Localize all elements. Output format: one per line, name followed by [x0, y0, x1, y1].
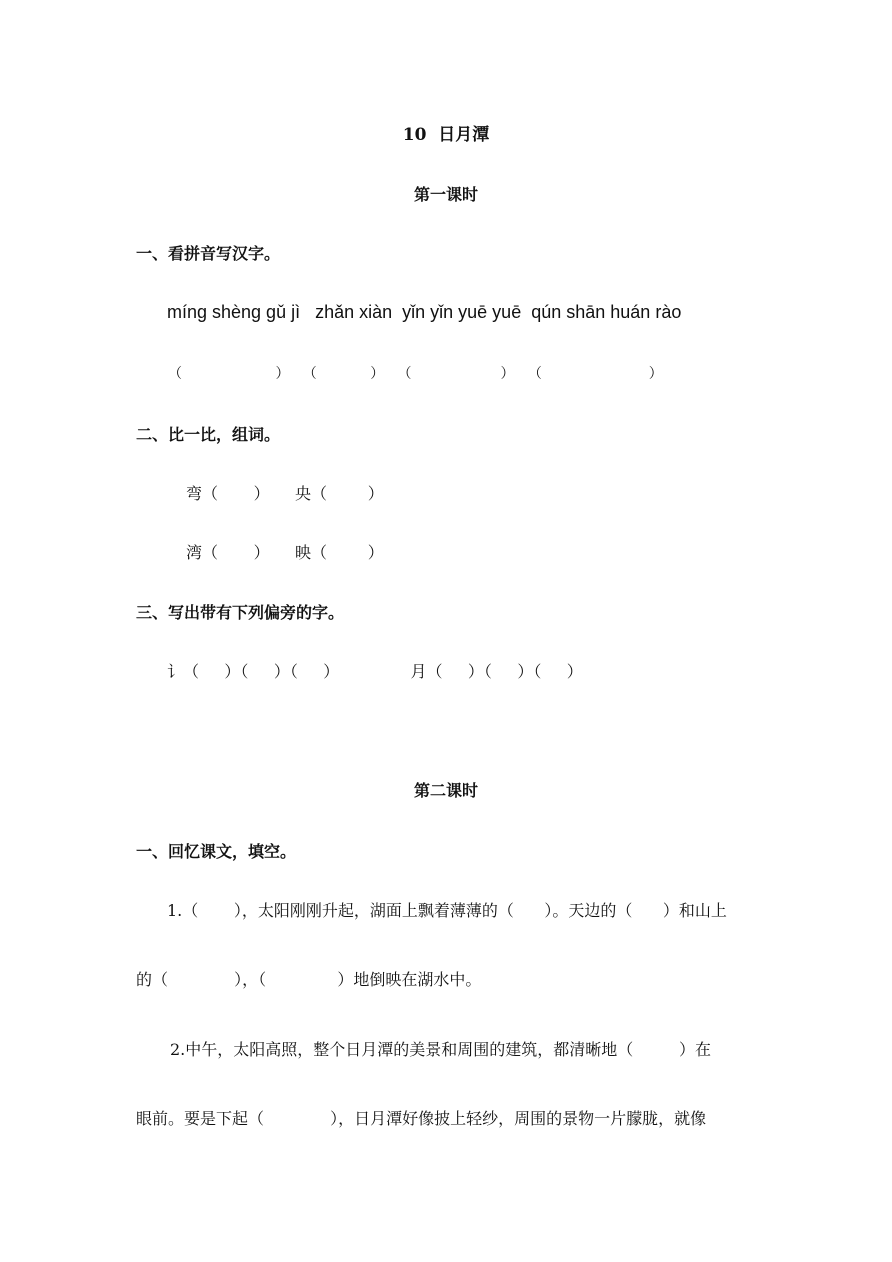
answer-blanks-line: （ ） （ ） （ ） （ ）	[168, 366, 663, 382]
lesson2-section1-title: 一、回忆课文，填空。	[136, 842, 297, 861]
question-2-line-1: 2.中午，太阳高照，整个日月潭的美景和周围的建筑，都清晰地（ ）在	[170, 1040, 712, 1059]
radical-row: 讠（ ）（ ）（ ） 月（ ）（ ）（ ）	[167, 662, 583, 681]
page-title: 10 日月潭	[402, 125, 490, 145]
lesson2-heading: 第二课时	[413, 781, 478, 800]
lesson1-section2-title: 二、比一比，组词。	[136, 425, 281, 444]
compare-row-2: 湾（ ） 映（ ）	[186, 543, 384, 562]
pinyin-line: míng shèng gǔ jì zhǎn xiàn yǐn yǐn yuē yuē qún shān huán rào	[167, 302, 682, 322]
lesson1-section3-title: 三、写出带有下列偏旁的字。	[136, 603, 345, 622]
question-1-line-2: 的（ ），（ ）地倒映在湖水中。	[136, 970, 482, 989]
lesson1-section1-title: 一、看拼音写汉字。	[136, 244, 281, 263]
lesson1-heading: 第一课时	[413, 185, 478, 204]
question-1-line-1: 1.（ ），太阳刚刚升起，湖面上飘着薄薄的（ ）。天边的（ ）和山上	[167, 901, 727, 920]
question-2-line-2: 眼前。要是下起（ ），日月潭好像披上轻纱，周围的景物一片朦胧，就像	[136, 1109, 707, 1128]
compare-row-1: 弯（ ） 央（ ）	[186, 484, 384, 503]
